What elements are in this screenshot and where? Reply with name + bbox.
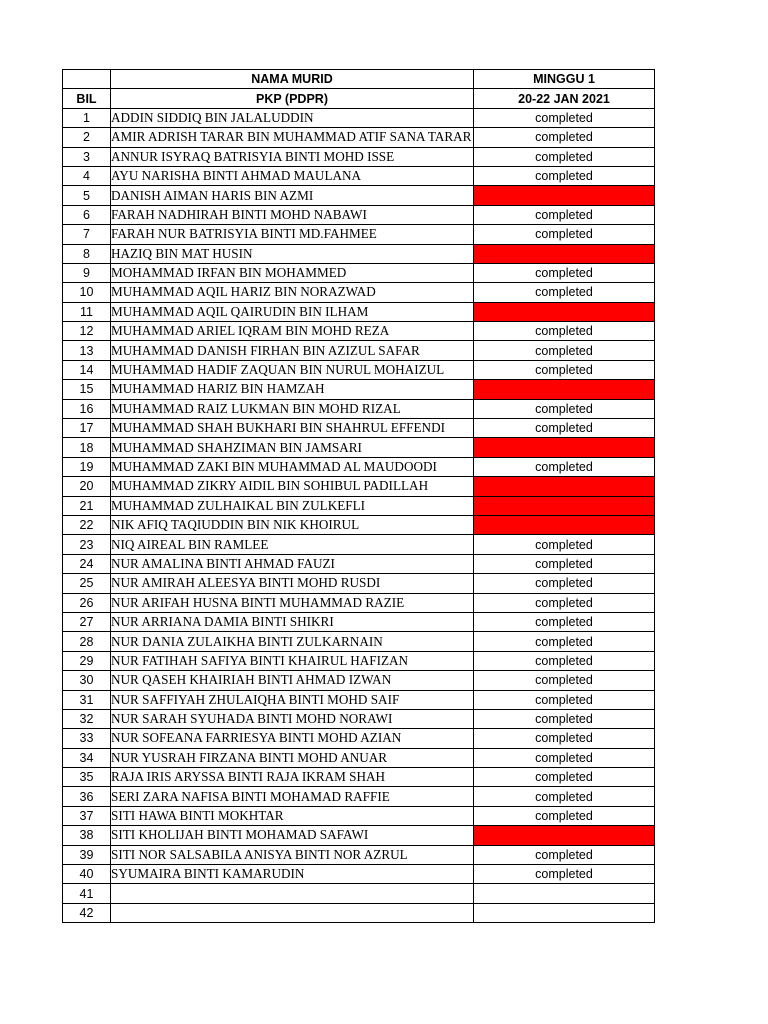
row-number: 28 bbox=[63, 632, 111, 651]
row-number: 4 bbox=[63, 166, 111, 185]
row-number: 14 bbox=[63, 360, 111, 379]
week-status: completed bbox=[474, 419, 655, 438]
week-status: completed bbox=[474, 341, 655, 360]
student-name: FARAH NADHIRAH BINTI MOHD NABAWI bbox=[111, 205, 474, 224]
table-row bbox=[63, 515, 655, 534]
table-row bbox=[63, 360, 655, 379]
row-number: 32 bbox=[63, 709, 111, 728]
student-name: AYU NARISHA BINTI AHMAD MAULANA bbox=[111, 166, 474, 185]
table-row bbox=[63, 632, 655, 651]
table-row bbox=[63, 380, 655, 399]
table-row bbox=[63, 690, 655, 709]
table-row bbox=[63, 768, 655, 787]
row-number: 33 bbox=[63, 729, 111, 748]
week-status: completed bbox=[474, 283, 655, 302]
week-status: completed bbox=[474, 322, 655, 341]
week-status: completed bbox=[474, 671, 655, 690]
table-row bbox=[63, 283, 655, 302]
name-header-line1: NAMA MURID bbox=[111, 70, 474, 89]
student-name: NUR QASEH KHAIRIAH BINTI AHMAD IZWAN bbox=[111, 671, 474, 690]
row-number: 17 bbox=[63, 419, 111, 438]
student-name bbox=[111, 884, 474, 903]
week-status: completed bbox=[474, 535, 655, 554]
row-number: 20 bbox=[63, 477, 111, 496]
student-name: NUR YUSRAH FIRZANA BINTI MOHD ANUAR bbox=[111, 748, 474, 767]
student-name: SITI KHOLIJAH BINTI MOHAMAD SAFAWI bbox=[111, 826, 474, 845]
row-number: 6 bbox=[63, 205, 111, 224]
week-status: completed bbox=[474, 845, 655, 864]
row-number: 16 bbox=[63, 399, 111, 418]
table-row bbox=[63, 884, 655, 903]
row-number: 12 bbox=[63, 322, 111, 341]
row-number: 41 bbox=[63, 884, 111, 903]
week-status: completed bbox=[474, 632, 655, 651]
student-name: MUHAMMAD RAIZ LUKMAN BIN MOHD RIZAL bbox=[111, 399, 474, 418]
student-name: NUR FATIHAH SAFIYA BINTI KHAIRUL HAFIZAN bbox=[111, 651, 474, 670]
student-name: SYUMAIRA BINTI KAMARUDIN bbox=[111, 865, 474, 884]
student-name: MUHAMMAD ZAKI BIN MUHAMMAD AL MAUDOODI bbox=[111, 457, 474, 476]
row-number: 11 bbox=[63, 302, 111, 321]
week-header-line1: MINGGU 1 bbox=[474, 70, 655, 89]
table-row bbox=[63, 496, 655, 515]
student-name: MUHAMMAD ARIEL IQRAM BIN MOHD REZA bbox=[111, 322, 474, 341]
row-number: 18 bbox=[63, 438, 111, 457]
student-name: SITI NOR SALSABILA ANISYA BINTI NOR AZRUL bbox=[111, 845, 474, 864]
row-number: 1 bbox=[63, 108, 111, 127]
row-number: 35 bbox=[63, 768, 111, 787]
week-status: completed bbox=[474, 787, 655, 806]
table-row bbox=[63, 205, 655, 224]
week-status: completed bbox=[474, 574, 655, 593]
week-status: completed bbox=[474, 147, 655, 166]
row-number: 19 bbox=[63, 457, 111, 476]
row-number: 22 bbox=[63, 515, 111, 534]
week-status: completed bbox=[474, 457, 655, 476]
student-name: NUR ARRIANA DAMIA BINTI SHIKRI bbox=[111, 612, 474, 631]
row-number: 31 bbox=[63, 690, 111, 709]
student-name: NIK AFIQ TAQIUDDIN BIN NIK KHOIRUL bbox=[111, 515, 474, 534]
table-row bbox=[63, 225, 655, 244]
student-name: DANISH AIMAN HARIS BIN AZMI bbox=[111, 186, 474, 205]
row-number: 2 bbox=[63, 128, 111, 147]
row-number: 7 bbox=[63, 225, 111, 244]
table-row bbox=[63, 593, 655, 612]
table-row bbox=[63, 341, 655, 360]
row-number: 40 bbox=[63, 865, 111, 884]
row-number: 23 bbox=[63, 535, 111, 554]
row-number: 42 bbox=[63, 903, 111, 922]
student-name: MUHAMMAD SHAHZIMAN BIN JAMSARI bbox=[111, 438, 474, 457]
table-row bbox=[63, 263, 655, 282]
attendance-table-body bbox=[63, 70, 655, 923]
week-status-not-submitted bbox=[474, 477, 655, 496]
week-status-not-submitted bbox=[474, 438, 655, 457]
row-number: 25 bbox=[63, 574, 111, 593]
table-row bbox=[63, 826, 655, 845]
week-status-not-submitted bbox=[474, 496, 655, 515]
week-status: completed bbox=[474, 690, 655, 709]
row-number: 29 bbox=[63, 651, 111, 670]
bil-header-cell-top bbox=[63, 70, 111, 89]
table-row bbox=[63, 166, 655, 185]
week-status: completed bbox=[474, 166, 655, 185]
table-row bbox=[63, 477, 655, 496]
student-name: NUR SOFEANA FARRIESYA BINTI MOHD AZIAN bbox=[111, 729, 474, 748]
student-name: NUR ARIFAH HUSNA BINTI MUHAMMAD RAZIE bbox=[111, 593, 474, 612]
week-status: completed bbox=[474, 205, 655, 224]
row-number: 9 bbox=[63, 263, 111, 282]
week-status: completed bbox=[474, 554, 655, 573]
student-name bbox=[111, 903, 474, 922]
row-number: 38 bbox=[63, 826, 111, 845]
row-number: 27 bbox=[63, 612, 111, 631]
table-row bbox=[63, 535, 655, 554]
week-status: completed bbox=[474, 729, 655, 748]
table-row bbox=[63, 128, 655, 147]
table-row bbox=[63, 322, 655, 341]
table-row bbox=[63, 399, 655, 418]
table-row bbox=[63, 108, 655, 127]
table-row bbox=[63, 671, 655, 690]
week-status: completed bbox=[474, 768, 655, 787]
table-row bbox=[63, 748, 655, 767]
name-header-line2: PKP (PDPR) bbox=[111, 89, 474, 108]
row-number: 37 bbox=[63, 806, 111, 825]
row-number: 10 bbox=[63, 283, 111, 302]
row-number: 21 bbox=[63, 496, 111, 515]
student-name: MUHAMMAD SHAH BUKHARI BIN SHAHRUL EFFENDI bbox=[111, 419, 474, 438]
table-row bbox=[63, 147, 655, 166]
table-row bbox=[63, 302, 655, 321]
student-name: NUR DANIA ZULAIKHA BINTI ZULKARNAIN bbox=[111, 632, 474, 651]
table-row bbox=[63, 612, 655, 631]
attendance-table bbox=[62, 69, 655, 923]
table-row bbox=[63, 438, 655, 457]
week-header-line2: 20-22 JAN 2021 bbox=[474, 89, 655, 108]
week-status: completed bbox=[474, 263, 655, 282]
table-row bbox=[63, 186, 655, 205]
week-status-not-submitted bbox=[474, 186, 655, 205]
week-status bbox=[474, 903, 655, 922]
table-row bbox=[63, 709, 655, 728]
row-number: 8 bbox=[63, 244, 111, 263]
row-number: 34 bbox=[63, 748, 111, 767]
week-status-not-submitted bbox=[474, 244, 655, 263]
row-number: 24 bbox=[63, 554, 111, 573]
table-row bbox=[63, 787, 655, 806]
table-row bbox=[63, 729, 655, 748]
table-row bbox=[63, 574, 655, 593]
student-name: FARAH NUR BATRISYIA BINTI MD.FAHMEE bbox=[111, 225, 474, 244]
week-status: completed bbox=[474, 593, 655, 612]
table-row bbox=[63, 845, 655, 864]
student-name: ADDIN SIDDIQ BIN JALALUDDIN bbox=[111, 108, 474, 127]
student-name: MUHAMMAD AQIL HARIZ BIN NORAZWAD bbox=[111, 283, 474, 302]
week-status: completed bbox=[474, 748, 655, 767]
student-name: ANNUR ISYRAQ BATRISYIA BINTI MOHD ISSE bbox=[111, 147, 474, 166]
week-status: completed bbox=[474, 651, 655, 670]
student-name: HAZIQ BIN MAT HUSIN bbox=[111, 244, 474, 263]
student-name: MUHAMMAD AQIL QAIRUDIN BIN ILHAM bbox=[111, 302, 474, 321]
student-name: MUHAMMAD ZULHAIKAL BIN ZULKEFLI bbox=[111, 496, 474, 515]
week-status: completed bbox=[474, 225, 655, 244]
week-status: completed bbox=[474, 709, 655, 728]
table-row bbox=[63, 554, 655, 573]
week-status: completed bbox=[474, 865, 655, 884]
table-row bbox=[63, 244, 655, 263]
student-name: NUR AMALINA BINTI AHMAD FAUZI bbox=[111, 554, 474, 573]
student-name: NUR SAFFIYAH ZHULAIQHA BINTI MOHD SAIF bbox=[111, 690, 474, 709]
week-status-not-submitted bbox=[474, 380, 655, 399]
row-number: 30 bbox=[63, 671, 111, 690]
student-name: MUHAMMAD HADIF ZAQUAN BIN NURUL MOHAIZUL bbox=[111, 360, 474, 379]
week-status: completed bbox=[474, 399, 655, 418]
row-number: 15 bbox=[63, 380, 111, 399]
student-name: SITI HAWA BINTI MOKHTAR bbox=[111, 806, 474, 825]
student-name: AMIR ADRISH TARAR BIN MUHAMMAD ATIF SANA TARAR bbox=[111, 128, 474, 147]
row-number: 13 bbox=[63, 341, 111, 360]
student-name: NUR SARAH SYUHADA BINTI MOHD NORAWI bbox=[111, 709, 474, 728]
week-status: completed bbox=[474, 108, 655, 127]
student-name: NIQ AIREAL BIN RAMLEE bbox=[111, 535, 474, 554]
table-row bbox=[63, 806, 655, 825]
table-row bbox=[63, 865, 655, 884]
table-row bbox=[63, 651, 655, 670]
student-name: MUHAMMAD HARIZ BIN HAMZAH bbox=[111, 380, 474, 399]
week-status: completed bbox=[474, 806, 655, 825]
header-row-1 bbox=[63, 70, 655, 89]
week-status: completed bbox=[474, 612, 655, 631]
week-status: completed bbox=[474, 128, 655, 147]
row-number: 5 bbox=[63, 186, 111, 205]
student-name: MUHAMMAD ZIKRY AIDIL BIN SOHIBUL PADILLAH bbox=[111, 477, 474, 496]
week-status-not-submitted bbox=[474, 515, 655, 534]
student-name: SERI ZARA NAFISA BINTI MOHAMAD RAFFIE bbox=[111, 787, 474, 806]
bil-header: BIL bbox=[63, 89, 111, 108]
row-number: 26 bbox=[63, 593, 111, 612]
student-name: NUR AMIRAH ALEESYA BINTI MOHD RUSDI bbox=[111, 574, 474, 593]
week-status: completed bbox=[474, 360, 655, 379]
header-row-2 bbox=[63, 89, 655, 108]
week-status-not-submitted bbox=[474, 302, 655, 321]
row-number: 3 bbox=[63, 147, 111, 166]
row-number: 36 bbox=[63, 787, 111, 806]
week-status bbox=[474, 884, 655, 903]
student-name: MUHAMMAD DANISH FIRHAN BIN AZIZUL SAFAR bbox=[111, 341, 474, 360]
student-name: RAJA IRIS ARYSSA BINTI RAJA IKRAM SHAH bbox=[111, 768, 474, 787]
week-status-not-submitted bbox=[474, 826, 655, 845]
student-name: MOHAMMAD IRFAN BIN MOHAMMED bbox=[111, 263, 474, 282]
table-row bbox=[63, 903, 655, 922]
row-number: 39 bbox=[63, 845, 111, 864]
table-row bbox=[63, 419, 655, 438]
table-row bbox=[63, 457, 655, 476]
